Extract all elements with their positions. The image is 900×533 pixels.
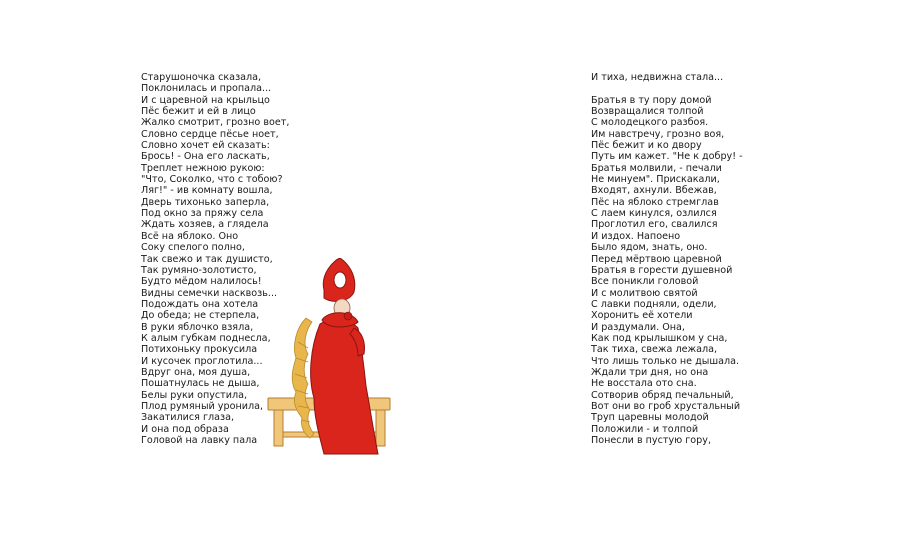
poem-line: Головой на лавку пала — [141, 435, 258, 446]
poem-line: Будто мёдом налилось! — [141, 276, 262, 288]
poem-line: Так румяно-золотисто, — [141, 264, 257, 276]
poem-line: Словно хочет ей сказать: — [141, 140, 270, 152]
poem-line: Потихоньку прокусила — [141, 344, 258, 356]
poem-line: Как под крылышком у сна, — [591, 332, 728, 344]
poem-line: Братья молвили, - печали — [591, 162, 722, 174]
poem-line: Закатилися глаза, — [141, 412, 235, 424]
poem-line: Плод румяный уронила, — [141, 400, 264, 412]
poem-line: Труп царевны молодой — [591, 412, 709, 424]
poem-line: И с молитвою святой — [591, 287, 698, 299]
poem-line: Словно сердце пёсье ноет, — [141, 128, 279, 140]
poem-line: Вдруг она, моя душа, — [141, 366, 251, 378]
poem-line: Вот они во гроб хрустальный — [591, 400, 741, 412]
poem-line: Ждали три дня, но она — [591, 366, 709, 378]
poem-line: Под окно за пряжу села — [141, 208, 264, 220]
poem-line: И издох. Напоено — [591, 230, 681, 242]
poem-line: Белы руки опустила, — [141, 389, 248, 401]
poem-line: Старушоночка сказала, — [141, 72, 262, 83]
poem-line: Пошатнулась не дыша, — [141, 378, 260, 390]
poem-line: Путь им кажет. "Не к добру! - — [591, 151, 743, 163]
poem-line: Проглотил его, свалился — [591, 219, 718, 231]
poem-line: Перед мёртвою царевной — [591, 253, 722, 265]
poem-line: Братья в горести душевной — [591, 264, 733, 276]
poem-line: И кусочек проглотила... — [141, 355, 263, 367]
poem-line: Треплет нежною рукою: — [141, 162, 265, 174]
poem-line: Подождать она хотела — [141, 298, 259, 310]
poem-line: Соку спелого полно, — [141, 242, 245, 254]
poem-line: Пёс на яблоко стремглав — [591, 196, 719, 208]
poem-line: Возвращалися толпой — [591, 106, 704, 118]
poem-line: Жалко смотрит, грозно воет, — [141, 117, 290, 129]
poem-line: "Что, Соколко, что с тобою? — [141, 174, 283, 186]
poem-line: Хоронить её хотели — [591, 310, 693, 322]
poem-line: Дверь тихонько заперла, — [141, 196, 270, 208]
poem-line: И раздумали. Она, — [591, 321, 685, 333]
poem-line: Пёс бежит и ко двору — [591, 140, 702, 152]
poem-line: С лавки подняли, одели, — [591, 298, 717, 310]
poem-line: Поклонилась и пропала... — [141, 83, 272, 95]
poem-line: Ждать хозяев, а глядела — [141, 219, 269, 231]
poem-line: Так тиха, свежа лежала, — [591, 344, 718, 356]
right-poem-column — [591, 72, 743, 446]
poem-line: Всё на яблоко. Оно — [141, 230, 239, 242]
poem-line: С молодецкого разбоя. — [591, 117, 709, 129]
poem-line: Видны семечки насквозь... — [141, 287, 278, 299]
poem-line: Не минуем". Прискакали, — [591, 174, 720, 186]
poem-line: Пёс бежит и ей в лицо — [141, 106, 256, 118]
poem-line: Братья в ту пору домой — [591, 94, 712, 106]
poem-line: В руки яблочко взяла, — [141, 321, 254, 333]
tsarevna-on-bench-icon — [262, 258, 402, 458]
poem-line: К алым губкам поднесла, — [141, 332, 271, 344]
poem-line: И тиха, недвижна стала... — [591, 72, 724, 83]
poem-line: Ляг!" - ив комнату вошла, — [141, 185, 273, 197]
poem-line: Не восстала ото сна. — [591, 378, 697, 390]
poem-line: Так свежо и так душисто, — [141, 253, 273, 265]
tsarevna-figure-icon — [311, 258, 378, 454]
poem-line: Все поникли головой — [591, 276, 699, 288]
poem-line: И она под образа — [141, 423, 229, 435]
poem-line: Было ядом, знать, оно. — [591, 242, 708, 254]
poem-line: Брось! - Она его ласкать, — [141, 151, 270, 163]
poem-line: Что лишь только не дышала. — [591, 355, 740, 367]
poem-line: Положили - и толпой — [591, 423, 699, 435]
poem-line: Им навстречу, грозно воя, — [591, 128, 725, 140]
poem-line: Понесли в пустую гору, — [591, 435, 711, 446]
poem-line: До обеда; не стерпела, — [141, 310, 260, 322]
poem-line: Входят, ахнули. Вбежав, — [591, 185, 717, 197]
poem-line: С лаем кинулся, озлился — [591, 208, 717, 220]
poem-line: И с царевной на крыльцо — [141, 94, 270, 106]
poem-line: Сотворив обряд печальный, — [591, 389, 734, 401]
stanza-break — [591, 83, 743, 94]
